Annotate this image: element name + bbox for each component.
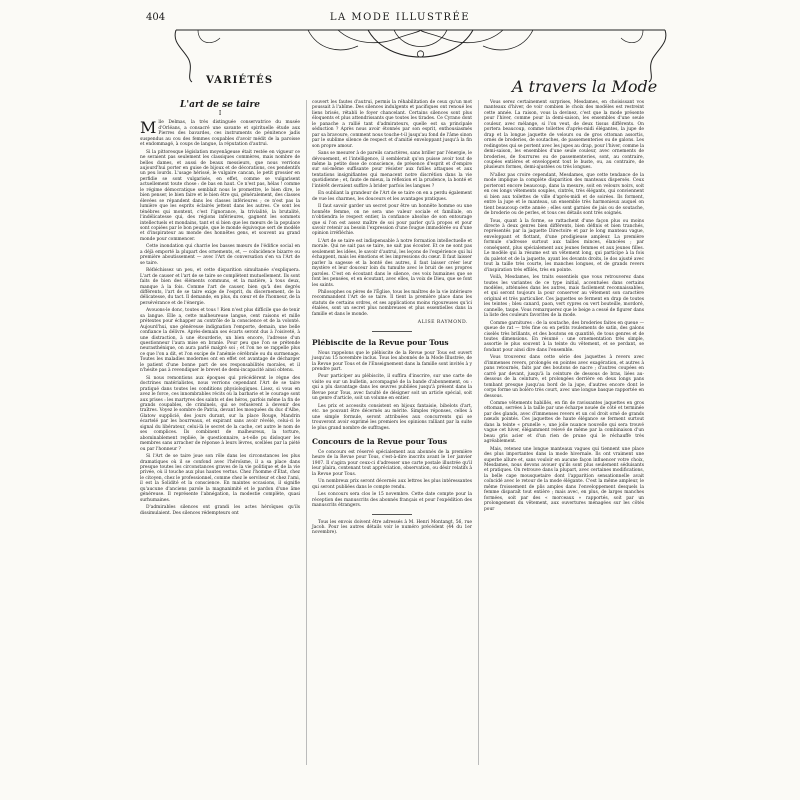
paragraph: Un nombreux prix seront décernés aux lettres les plus intéressantes qui seront publiées dans le compte rendu.	[312, 479, 472, 490]
paragraph: Les concours sera clos le 15 novembre. Cette date compte pour la réception des manuscrits des abonnés français et pour l'expédition des manuscrits étrangers.	[312, 492, 472, 509]
paragraph: Avouons-le donc, toutes et tous ! Rien n'est plus difficile que de tenir sa langue. Elle a, cette malheureuse langue, cent raisons et mille prétextes pour échapper au contrôle de la conscience et de la volonté. Aujourd'hui, une généreuse indignation l'emporte, demain, une belle confiance la délivre. Après-demain ses écarts seront dus à l'oisiveté, à une distraction, à une étourderie, un bien encore, l'adresse d'un questionneur l'aura mise en branle. Pour peu que l'on se prétende neurasthénique, on aura parlé malgré soi ; et l'on ne se rappelle plus ce que l'on a dit, et l'on excipe de l'anémie cérébrale ou du surmenage. Toutes les maladies modernes ont en effet cet avantage de décharger le patient d'une bonne part de ses responsabilités morales, et il n'hésite pas à revendiquer le brevet de demi-incapacité ainsi obtenu.	[140, 308, 300, 374]
column-mode	[484, 100, 644, 514]
paragraph: Mlle Delmas, la très distinguée conservatrice du musée d'Orléans, a consacré une savante et spirituelle étude aux Pierres des bavardes, ces instruments de pénitence jadis suspendus au cou des femmes coupables d'avoir médit de la paroisse et endommagé, à coups de langue, la réputation d'autrui.	[140, 118, 300, 148]
paragraph: Ce concours est réservé spécialement aux abonnés de la première heure de la Revue pour Tous, c'est-à-dire inscrits avant le 1er janvier 1907. Il s'agira pour ceux-ci d'adresser une carte postale illustrée qu'il leur plaira, contenant tout appréciation, observation, ou désir relatifs à la Revue pour Tous.	[312, 450, 472, 477]
paragraph: Vous trouverez dans cette série des jaquettes à revers avec d'immenses revers, prolongés en pointes avec exagération, et autres à pans retournés, faits par des boutons de nacre ; d'autres coupées en carré par devant, jusqu'à la ceinture de dessous de bras, liées au-dessous de la ceinture, et prolongées derrière en deux longs pans tombant presque jusqu'au bord de la jupe, d'autres encore dont le corps forme un boléro très court, avec une longue basque rapportée en dessous.	[484, 355, 644, 399]
column-varietes	[140, 75, 300, 518]
paragraph: Comme vêtements habillés, en fin de ravissantes jaquettes en gros ottoman, serrées à la taille par une écharpe nouée de côté et terminée par des glands, avec d'immenses revers et un col droit orné de grands nœuds pointés. Ces jaquettes de haute élégance se ferment surtout dans la teinte « prunelle », une jolie nuance nouvelle qui sera trouvé vague cet hiver, élégamment relevé de même par la combinaison d'un beau gris acier et d'un rien de prune qui le réchauffe très agréablement.	[484, 401, 644, 445]
paragraph: L'Art de se taire est indispensable à notre formation intellectuelle et morale. Qui ne sait pas se taire, ne sait pas écouter. Et ce ne sont pas seulement les idées, le savoir d'autrui, les leçons de l'expérience qui lui échappent, mais les émotions et les impressions du cœur. Il faut laisser parler la sagesse et la bonté des autres, il faut laisser créer leur mystère et leur douceur loin du tumulte avec le bruit de ses propres paroles. C'est en écoutant dans le silence, ces voix humaines que se font les pensées, et en écoutant, avec elles, la voix de Dieu, que se font les saints.	[312, 238, 472, 288]
paragraph: En oubliant la grandeur de l'Art de se taire on en a perdu également de vue les charmes, les douceurs et les avantages pratiques.	[312, 191, 472, 202]
paragraph: D'admirables silences ont grandi les actes héroïques qu'ils dissimulaient. Des silences rédempteurs ont	[140, 505, 300, 516]
paragraph: Réfléchissez un peu, et cette disparition simultanée s'expliquera. L'art de causer et l'art de se taire se complètent mutuellement. Ils sont faits de bien des éléments communs, et la matière, à tous deux, manque à la fois. Comme l'art de causer, bien qu'à des degrés différents, l'art de se taire exige de l'esprit, du discernement, de la délicatesse, du tact. Il demande, en plus, du cœur et de l'honneur, de la persévérance et de l'énergie.	[140, 268, 300, 306]
paragraph: Mais, retenez une longue manteaux vagues qui tiennent une place des plus importantes dans la mode hivernale. Ils ont vraiment une superbe allure et, sans vouloir en aucune façon influencer votre choix, Mesdames, nous devons avouer qu'ils sont plus seulement séduisants et pratiques. On retrouve dans la plupart, avec certaines modifications, la belle cape mousquetaire dont l'apparition sensationnelle avait coïncidé avec le retour de la mode élégante. C'est la même ampleur, le même froissement de plis amples dans l'enveloppement desquels la femme disparaît tout entière ; mais avec, en plus, de larges manches formées, soit par des « morceaux » rapportés, soit par un prolongement du vêtement, aux ouvertures ménagées sur les côtés pour	[484, 446, 644, 512]
paragraph: Si la pittoresque législation moyenâgeuse était restée en vigueur ce ne seraient pas seulement les classiques commères, mais nombre de belles dames, et aussi de beaux messieurs, que nous verrions aujourd'hui porter en guise de bijoux et de décorations, ces pendentifs un peu lourds. L'usage hérissé, le vulgaire cancan, le petit grossier en perfidie se sont vulgarisés, en effet, comme se vulgarisent actuellement toute chose : de bas en haut. Ce n'est pas, hélas ! comme le régime démocratique semblait nous le promettre, le bien dire, le bien penser, le bien faire et le bien être qui, généralement, des classes élevées se répandent dans les classes inférieures ; ce n'est pas la lumière que les esprits éclairés jettent dans les autres. Ce sont les ténèbres qui montent, c'est l'ignorance, la trivialité, la brutalité, l'indélicatesse qui, des régions inférieures, gagnent les sommets intellectuels et mondains, tant et si bien que les mœurs de la populace sont copiées par le bon peuple, que le monde équivoque sert de modèle et d'inspirateur au monde des honnêtes gens, et souvent au grand monde pour commencer.	[140, 149, 300, 242]
page-number: 404	[146, 12, 166, 23]
column-rule-right	[478, 100, 479, 765]
paragraph: N'allez pas croire cependant, Mesdames, que cette tendance de la mode implique la complète disparition des manteaux dispersés. Ceux porteront encore beaucoup, dans la mesure, soit en velours noirs, soit en ces longs vêtements souples, cintrés, très élégants, qui conviennent si bien aux toilettes de ville d'après-midi et de soirées. Ils forment, entre la jupe et le manteau, un ensemble très harmonieux auquel on tient beaucoup cette année ; elles sont garnies de jais ou de soutache, de broderie ou de perles, et tous ces détails sont très soignés.	[484, 172, 644, 217]
divider	[372, 331, 412, 332]
paragraph: Nous rappelons que le plébiscite de la Revue pour Tous est ouvert jusqu'au 15 novembre inclus. Tous les abonnés de la Mode Illustrée, de la Revue pour Tous et de l'Enseignement dans la famille sont invités à y prendre part.	[312, 350, 472, 373]
paragraph: Philosophes ou pères de l'Église, tous les maîtres de la vie intérieure recommandent l'Art de se taire. Il tient la première place dans les statuts de certains ordres, et ses applications moins rigoureuses qu'ici étalées, sont un secret plus nombreuses et plus essentielles dans la famille et dans le monde.	[312, 289, 472, 317]
paragraph: Cette inondation qui charrie les basses mœurs de l'édifice social en a déjà emporté la plupart des ornements, et, — coïncidence bizarre ou première aboutissement — avec l'Art de conversation s'en va l'Art de se taire.	[140, 244, 300, 266]
paragraph: Si l'Art de se taire joue son rôle dans les circonstances les plus dramatiques où il se confond avec l'héroïsme, il a sa place dans presque toutes les circonstances graves de la vie politique et de la vie privée, où il touche aux plus hautes vertus. Chez l'homme d'État, chez le citoyen, chez le professionnel, comme chez le serviteur et chez l'ami, il est la Solidité et la conscience. En maintes occasions, il signifie qu'aucune d'anciens parole la magnanimité et le pardon d'une âme généreuse. Il représente l'abnégation, la modestie complète, quasi surhumaines.	[140, 454, 300, 503]
column-middle	[312, 100, 472, 538]
article-numeral: I	[218, 109, 222, 117]
divider	[372, 514, 412, 515]
mode-section-title: A travers la Mode	[512, 77, 658, 96]
paragraph: Tous, quant à la forme, se rattachent d'une façon plus ou moins directe à deux genres bien différents, bien définis et bien tranchés, représentés par la jaquette Directoire et par le long manteau vague, enveloppant et flottant, d'une prodigieuse ampleur. La première formule s'adresse surtout aux tailles minces, élancées ; par conséquent, plus spécialement aux jeunes femmes et aux jeunes filles. Le modèle qui la résume est un vêtement long, qui participe à la fois du paletot et de la jaquette, ayant les devants droits, le dos ajusté avec tout la taille très courte, les manches longues, et de grands revers d'inspiration très effilés, très en pointe.	[484, 218, 644, 273]
paragraph: couvert les fautes d'autrui, permis la réhabilitation de ceux qu'un mot poussait à l'abîme. Des silences indulgents et pacifiques ont renoué les liens brisés, rétabli le foyer chancelant. Certains silences sont plus éloquents et plus attendrissants que toutes les tirades. Ce Cyrano dont le panache a rallié tant d'admirateurs, quelle est sa principale séduction ? Après nous avoir étonnés par son esprit, enthousiasmés par sa bravoure, comment nous touche-t-il jusqu'au fond de l'âme sinon par le sublime silence de respect et d'amitié enveloppant jusqu'à la fin son propre amour.	[312, 100, 472, 149]
paragraph: Sans se mesurer à de pareils caractères, sans briller par l'énergie, le dévouement, et l'intelligence, il semblerait qu'on puisse avoir tout de même la petite dose de conscience, de présence d'esprit et d'empire sur soi-même suffisante pour résister aux futiles attaques et aux tentations insignifiantes qui menacent notre discrétion dans la vie quotidienne ; et, faute de mieux, la réflexion et la prudence, la bonté et l'intérêt devraient suffire à brider parfois les langues ?	[312, 151, 472, 189]
paragraph: Pour participer au plébiscite, il suffira d'inscrire, sur une carte de visite ou sur un bulletin, accompagné de la bande d'abonnement, ou : qui a plu davantage dans les œuvres publiées jusqu'à présent dans la Revue pour Tous, avec faculté de désigner soit un article spécial, soit un genre d'article, soit un volume en entier.	[312, 374, 472, 402]
running-head: LA MODE ILLUSTRÉE	[329, 12, 471, 23]
paragraph: Vous serez certainement surprises, Mesdames, en choisissant vos manteaux d'hiver, de voir combien le choix des modèles est restreint cette année. La raison, vous la devinez, c'est que la mode présente pour l'hiver, comme pour la demi-saison, les ensembles d'une seule couleur, avec mélange, si l'on veut, de deux tissus différents. On portera beaucoup, comme toilettes d'après-midi élégantes, la jupe de drap et la longue jaquette de velours ou de gros ottoman assortis, ornés de broderies, de soutaches, de passementeries ou de galons. Les redingotes qui se portent avec les jupes au drap, pour l'hiver, comme la demi-saison, les ensembles d'une seule couleur, avec ornements de broderies, de fourrures ou de passementeries, sont, au contraire, coupées entières et enveloppent tout le buste, ou, au contraire, de plusieurs formes, demi-ajustées ou très longues.	[484, 100, 644, 171]
section-title-varietes: VARIÉTÉS	[206, 75, 274, 86]
paragraph: Si nous remontions aux époques qui précédèrent le règne des doctrines matérialistes, nous verrions cependant l'Art de se taire pratiqué dans toutes les conditions physiologiques. Lisez, si vous en avez le force, ces innombrables récits où la barbarie et le courage sont aux prises : les martyres des saints et des héros, parfois même la fin de grands coupables, de criminels, qui se refusèrent à devenir des traîtres. Voyez le sombre de Patria, devant les mosquées du duc d'Albe, Glatow supplicié, des jours durant, sur la place Rouge, Mandrin écartelé par les bourreaux, et expirant sans avoir révélé, celui-ci le signal du libérateur, celui-là le secret de la cache, cet autre le nom de ses complices. Ils combinent de malheureux, la torture, abominablement repliée, le questionnaire, a-t-elle pu disloquer les membres sans arracher de réponse à leurs lèvres, scellées par la piété ou par l'honneur ?	[140, 375, 300, 452]
author-signature: ALISE RAYMOND.	[417, 320, 468, 326]
paragraph: Tous les envois doivent être adressés à M. Henri Montangt, 56, rue Jacob. Pour les autres détails voir le numéro précédent (44 du 1er novembre).	[312, 519, 472, 536]
paragraph: Comme garnitures : de la soutache, des broderies faites en queue — queue de rat — très fine ou en petits roulements de satin, des galons ciselés très brillants, et des boutons en quantité, de tous genres et de toutes dimensions. En résumé : une ornementation très simple, assortie le plus souvent à la teinte du vêtement, et se perdant, se fondant pour ainsi dire dans l'ensemble.	[484, 320, 644, 353]
concours-title: Concours de la Revue pour Tous	[312, 437, 448, 447]
plebiscite-title: Plébiscite de la Revue pour Tous	[312, 337, 449, 347]
paragraph: Voilà, Mesdames, les traits essentiels que vous retrouverez dans toutes les variantes de ce type initial, accentuées dans certains modèles, atténuées dans les autres, mais facilement reconnaissables, et qui seront toujours la pour conserver au vêtement son caractère original et très particulier. Ces jaquettes se ferment en drap de toutes les teintes ; bleu canard, paon, vert cypres ou vert bouteille, mordoré, cannelle, taupe. Vous remarquerez que le beige a cessé de figurer dans la liste des couleurs favorites de la mode.	[484, 275, 644, 319]
column-rule-left	[306, 100, 307, 765]
paragraph: Les prix et accessits consistent en bijoux fantaisie, bibelots d'art, etc. ne pouvant être décernés au mérite. Simples réponses, celles à une simple formule, seront attribuées aux concurrents qui se trouveront avoir exprimé les premiers les opinions ralliant par la suite le plus grand nombre de suffrages.	[312, 403, 472, 431]
dropcap: M	[140, 118, 157, 138]
paragraph: Il faut savoir garder un secret pour être un honnête homme ou une honnête femme, on ne sera une valeur sociale et familiale, on n'obtiendra le respect entier, la confiance absolue de son entourage que si l'on est assez maître de soi pour parler qu'à propos et pour savoir retenir au besoin l'expression d'une fougue immodérée ou d'une opinion irréfléchie.	[312, 204, 472, 237]
article-title: L'art de se taire	[180, 100, 260, 111]
